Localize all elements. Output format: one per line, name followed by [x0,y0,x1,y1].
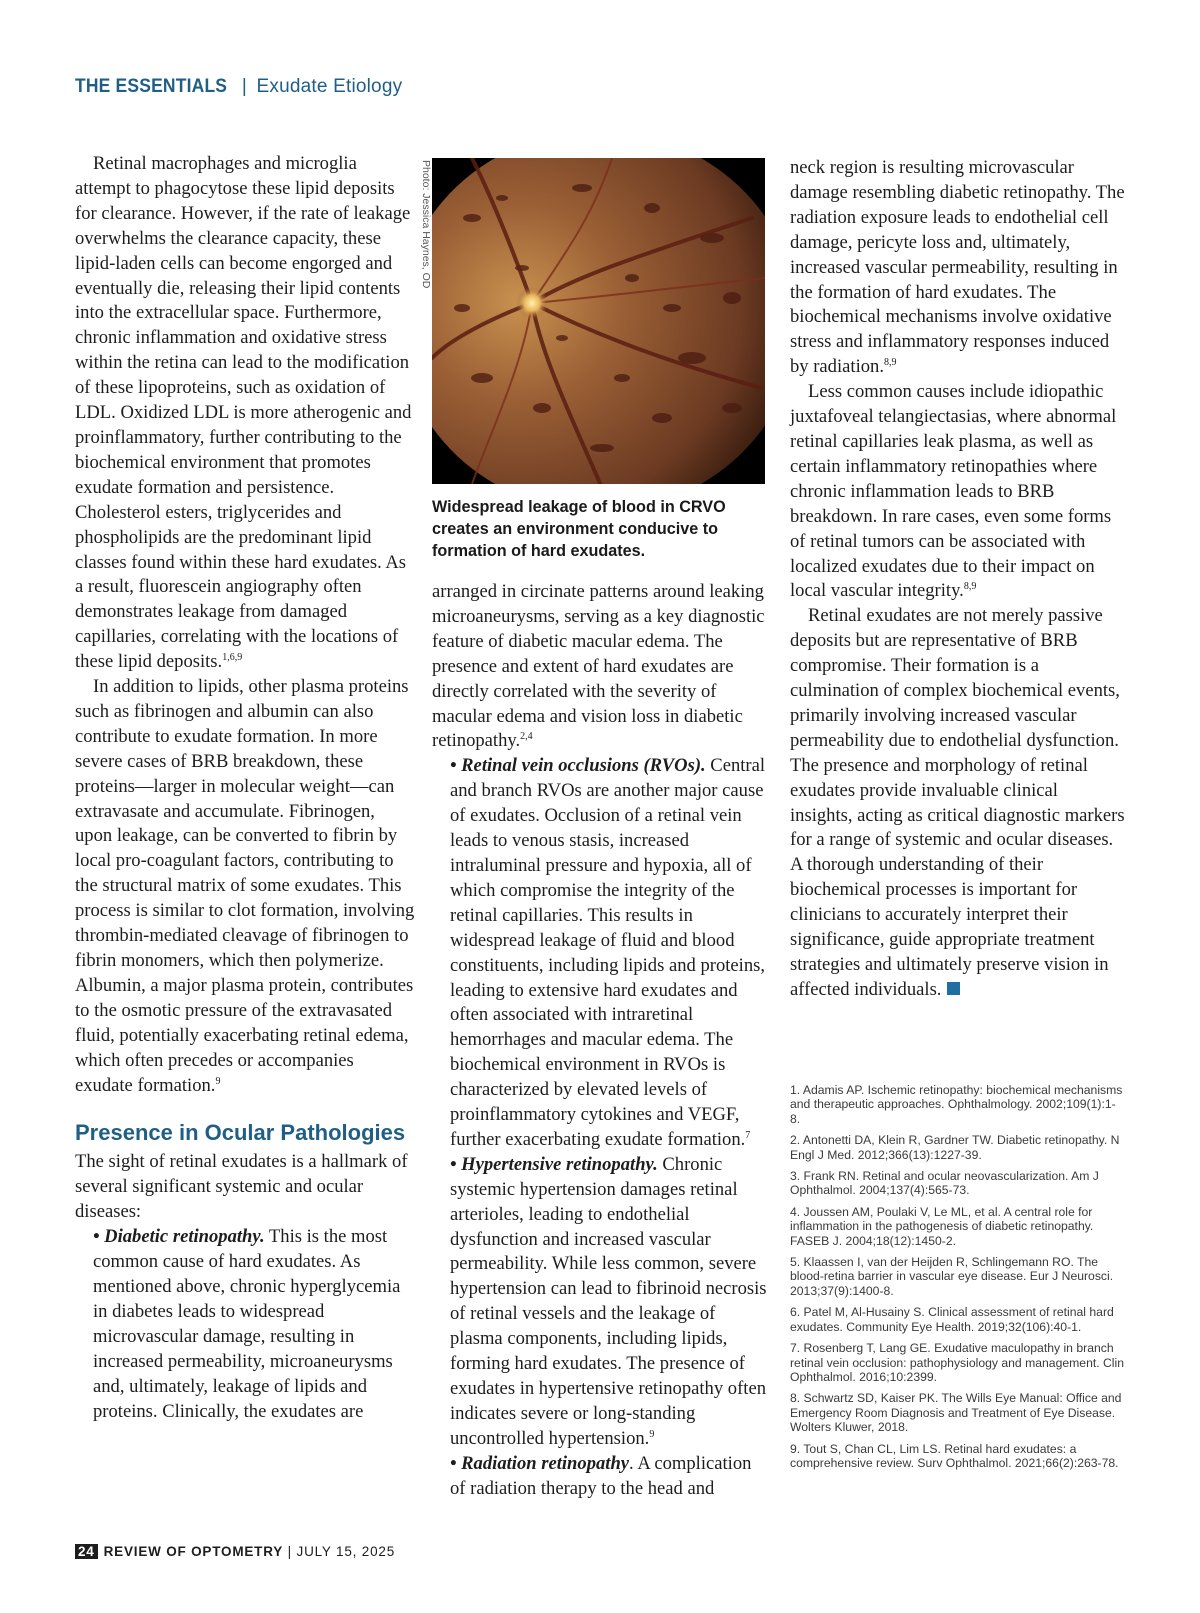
running-header [75,76,402,98]
reference-item: 3. Frank RN. Retinal and ocular neovascularization. Am J Ophthalmol. 2004;137(4):565-73. [790,1169,1099,1198]
references-list [790,1083,1125,1477]
paragraph: The sight of retinal exudates is a hallmark of several significant systemic and ocular diseases: [75,1151,408,1223]
paragraph-text: Less common causes include idiopathic juxtafoveal telangiectasias, where abnormal retinal capillaries leak plasma, as well as certain inflammatory retinopathies where chronic inflammation leads to BRB breakdown. In rare cases, even some forms of retinal tumors can be associated with localized exudates due to their impact on local vascular integrity. [790,381,1117,602]
bullet-text: Central and branch RVOs are another major cause of exudates. Occlusion of a retinal vein leads to venous stasis, increased intraluminal pressure and hypoxia, all of which compromise the integrity of the retinal capillaries. This results in widespread leakage of fluid and blood constituents, including lipids and proteins, leading to extensive hard exudates and often associated with intraretinal hemorrhages and macular edema. The biochemical environment in RVOs is characterized by elevated levels of proinflammatory cytokines and VEGF, further exacerbating exudate formation. [450,755,766,1150]
paragraph-text: neck region is resulting microvascular damage resembling diabetic retinopathy. The radiation exposure leads to endothelial cell damage, pericyte loss and, ultimately, increased vascular permeability, resulting in the formation of hard exudates. The biochemical mechanisms involve oxidative stress and inflammatory responses induced by radiation. [790,157,1125,378]
bullet-title: • Hypertensive retinopathy. [450,1153,658,1175]
reference-item: 9. Tout S, Chan CL, Lim LS. Retinal hard exudates: a comprehensive review. Surv Ophthalmol. 2021;66(2):263-78. [790,1441,1119,1470]
issue-date: JULY 15, 2025 [296,1544,395,1559]
reference-item: 4. Joussen AM, Poulaki V, Le ML, et al. A central role for inflammation in the pathogenesis of diabetic retinopathy. FASEB J. 2004;18(12):1450-2. [790,1204,1094,1248]
fundus-illustration [432,158,765,484]
paragraph-text: Retinal exudates are not merely passive deposits but are representative of BRB compromise. Their formation is a culmination of complex biochemical events, primarily involving increased vascular permeability due to endothelial dysfunction. The presence and morphology of retinal exudates provide invaluable clinical insights, acting as critical diagnostic markers for a range of systemic and ocular diseases. A thorough understanding of their biochemical processes is important for clinicians to accurately interpret their significance, guide appropriate treatment strategies and ultimately preserve vision in affected individuals. [790,605,1125,1000]
bullet-title: • Retinal vein occlusions (RVOs). [450,755,706,777]
bullet-text: . A complication of radiation therapy to the head and [450,1452,752,1499]
publication-name: REVIEW OF OPTOMETRY [103,1544,284,1559]
paragraph [432,580,767,754]
reference-item: 6. Patel M, Al-Husainy S. Clinical assessment of retinal hard exudates. Community Eye Health. 2019;32(106):40-1. [790,1305,1114,1334]
page-number: 24 [75,1544,98,1559]
reference-item: 7. Rosenberg T, Lang GE. Exudative maculopathy in branch retinal vein occlusion: pathophysiology and management. Clin Ophthalmol. 2016;10:2399. [790,1341,1125,1384]
section-label: THE ESSENTIALS [75,76,228,97]
text-column-1 [75,152,415,1424]
paragraph [790,604,1125,1003]
citation: 9 [649,1428,655,1440]
paragraph [75,152,415,675]
section-heading: Presence in Ocular Pathologies [75,1120,406,1146]
page-footer [75,1544,395,1559]
reference-item: 1. Adamis AP. Ischemic retinopathy: biochemical mechanisms and therapeutic approaches. Ophthalmology. 2002;109(1):1-8. [790,1083,1123,1126]
reference-item: 5. Klaassen I, van der Heijden R, Schlingemann RO. The blood-retina barrier in vascular eye disease. Eur J Neurosci. 2013;37(9):1400-8. [790,1255,1114,1298]
bullet-item [432,754,767,1153]
text-column-2 [432,580,767,1502]
bullet-item [75,1225,415,1424]
citation: 8,9 [883,357,897,369]
citation: 1,6,9 [222,652,243,664]
reference-item: 8. Schwartz SD, Kaiser PK. The Wills Eye Manual: Office and Emergency Room Diagnosis and Treatment of Eye Disease. Wolters Kluwer, 2018. [790,1391,1122,1435]
end-mark-icon [947,982,960,995]
citation: 7 [745,1129,751,1141]
figure-caption: Widespread leakage of blood in CRVO creates an environment conducive to formation of hard exudates. [432,498,726,560]
bullet-text: This is the most common cause of hard exudates. As mentioned above, chronic hyperglycemia in diabetes leads to widespread microvascular damage, resulting in increased permeability, microaneurysms and, ultimately, leakage of lipids and proteins. Clinically, the exudates are [93,1226,401,1422]
paragraph-text: In addition to lipids, other plasma proteins such as fibrinogen and albumin can also contribute to exudate formation. In more severe cases of BRB breakdown, these proteins—larger in molecular weight—can extravasate and accumulate. Fibrinogen, upon leakage, can be converted to fibrin by local pro-coagulant factors, contributing to the structural matrix of some exudates. This process is similar to clot formation, involving thrombin-mediated cleavage of fibrinogen to fibrin monomers, which then polymerize. Albumin, a major plasma protein, contributes to the osmotic pressure of the extravasated fluid, potentially exacerbating retinal edema, which often precedes or accompanies exudate formation. [75,676,415,1096]
bullet-text: Chronic systemic hypertension damages retinal arterioles, leading to endothelial dysfunction and increased vascular permeability. While less common, severe hypertension can lead to fibrinoid necrosis of retinal vessels and the leakage of plasma components, including lipids, forming hard exudates. The presence of exudates in hypertensive retinopathy often indicates severe or long-standing uncontrolled hypertension. [450,1153,767,1449]
paragraph [790,380,1125,604]
header-separator: | [241,76,248,97]
reference-item: 2. Antonetti DA, Klein R, Gardner TW. Diabetic retinopathy. N Engl J Med. 2012;366(13):1227-39. [790,1133,1120,1162]
fundus-photo [432,158,765,484]
citation: 8,9 [963,581,977,593]
bullet-item [432,1153,767,1452]
paragraph [790,156,1125,380]
bullet-title: • Diabetic retinopathy. [93,1226,265,1248]
topic-label: Exudate Etiology [256,76,403,97]
paragraph-text: Retinal macrophages and microglia attempt to phagocytose these lipid deposits for clearance. However, if the rate of leakage overwhelms the clearance capacity, these lipid-laden cells can become engorged and eventually die, releasing their lipid contents into the extracellular space. Furthermore, chronic inflammation and oxidative stress within the retina can lead to the modification of these lipoproteins, such as oxidation of LDL. Oxidized LDL is more atherogenic and proinflammatory, further contributing to the biochemical environment that promotes exudate formation and persistence. Cholesterol esters, triglycerides and phospholipids are the predominant lipid classes found within these hard exudates. As a result, fluorescein angiography often demonstrates leakage from damaged capillaries, correlating with the locations of these lipid deposits. [75,153,412,673]
text-column-3 [790,156,1125,1003]
citation: 2,4 [520,731,533,743]
paragraph-text: arranged in circinate patterns around leaking microaneurysms, serving as a key diagnostic feature of diabetic macular edema. The presence and extent of hard exudates are directly correlated with the severity of macular edema and vision loss in diabetic retinopathy. [432,581,765,752]
bullet-item [432,1452,767,1502]
footer-separator: | [287,1544,292,1559]
bullet-title: • Radiation retinopathy [450,1452,630,1474]
citation: 9 [215,1075,221,1087]
photo-credit: Photo: Jessica Haynes, OD [420,160,432,289]
paragraph [75,675,415,1098]
